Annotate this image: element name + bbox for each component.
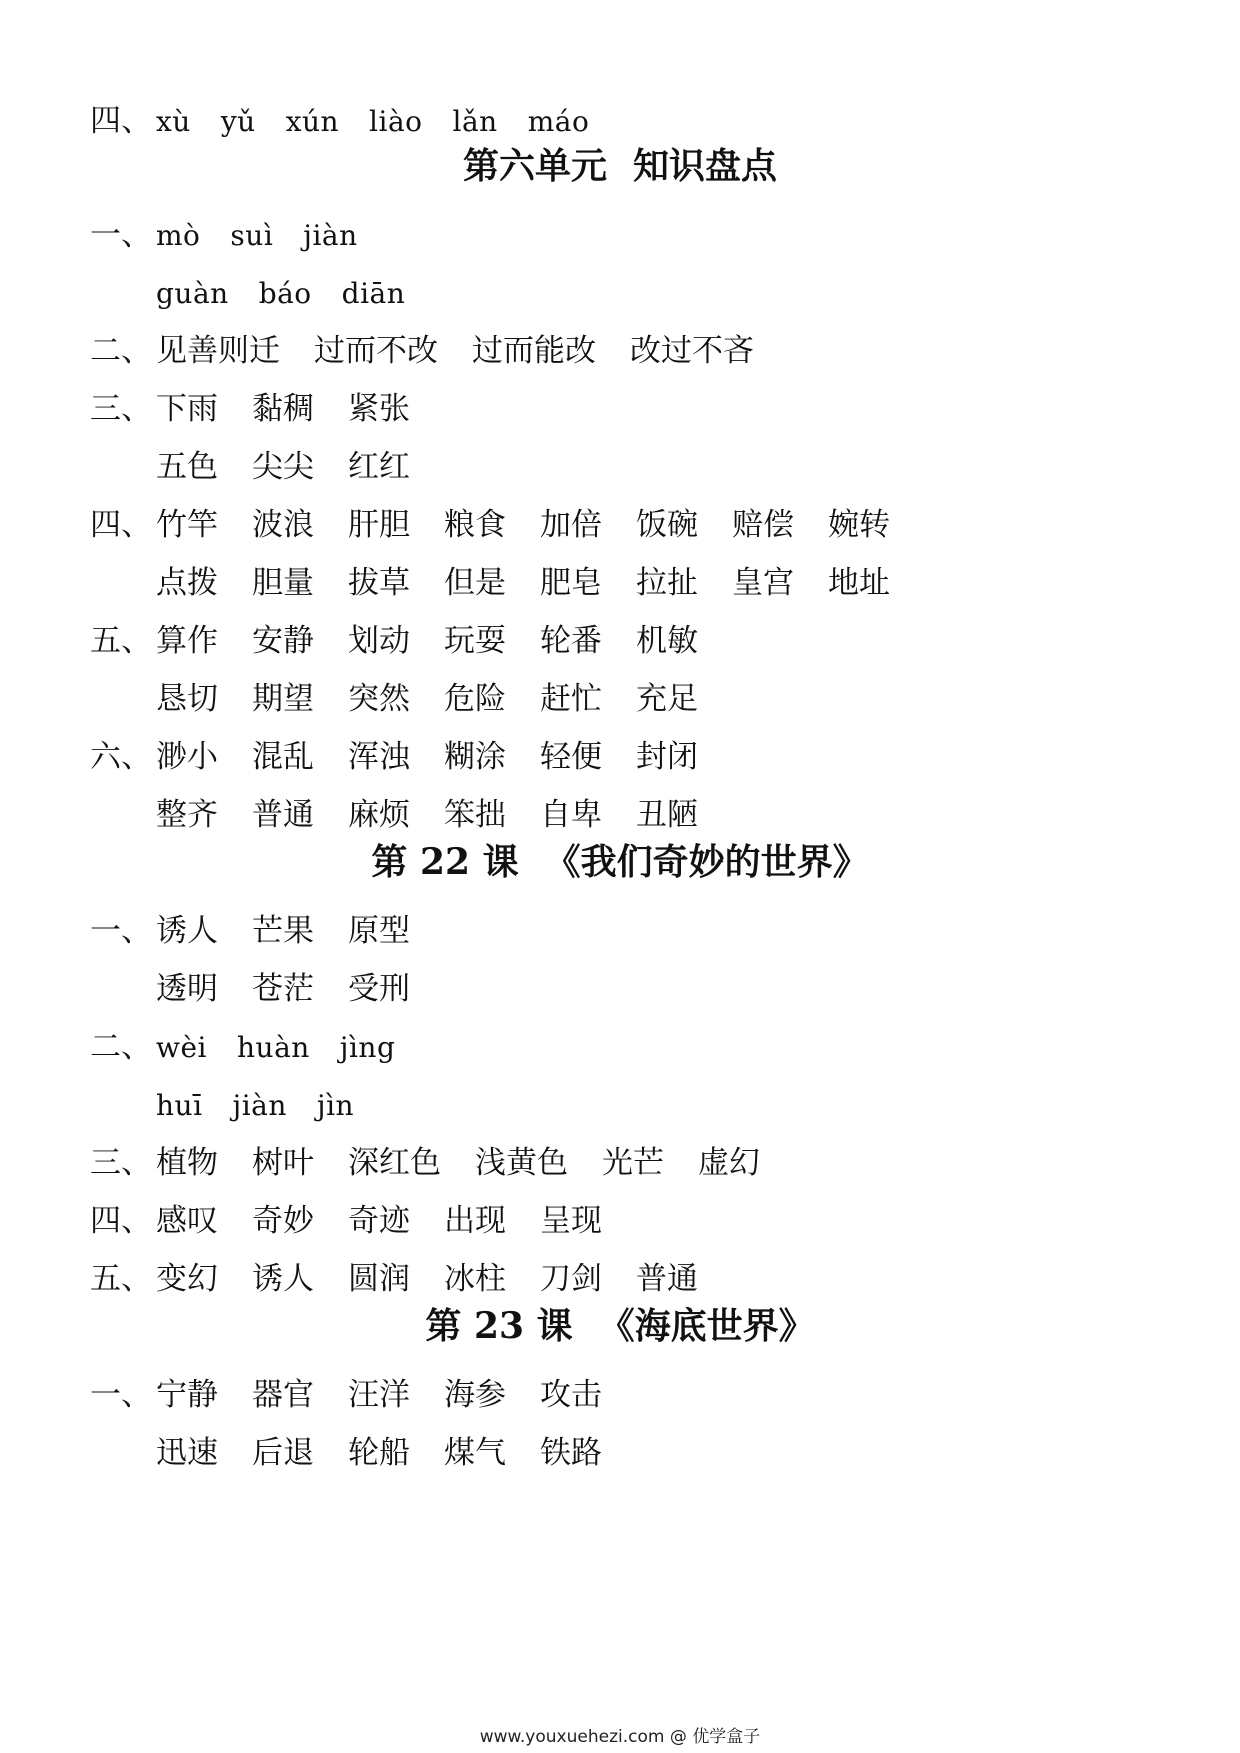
word-answer: 皇宫	[732, 565, 794, 601]
word-answer: 自卑	[540, 797, 602, 833]
word-answer-row	[0, 906, 1240, 956]
word-answer-row	[0, 616, 1240, 666]
word-answer: 波浪	[252, 507, 314, 543]
answer-items	[156, 1428, 636, 1478]
word-answer: 赶忙	[540, 681, 602, 717]
word-answer: 安静	[252, 623, 314, 659]
answer-items	[156, 1022, 425, 1073]
word-answer: 黏稠	[252, 391, 314, 427]
question-number: 三、	[90, 1145, 152, 1181]
word-answer: 芒果	[252, 913, 314, 949]
word-answer: 冰柱	[444, 1261, 506, 1297]
word-answer-row	[0, 1254, 1240, 1304]
word-answer: 地址	[828, 565, 890, 601]
answer-items	[156, 268, 435, 319]
word-answer: 轻便	[540, 739, 602, 775]
word-answer: 加倍	[540, 507, 602, 543]
answer-items	[156, 384, 444, 434]
word-answer: 肥皂	[540, 565, 602, 601]
word-answer: 虚幻	[698, 1145, 760, 1181]
word-answer: 尖尖	[252, 449, 314, 485]
word-answer: 见善则迁	[156, 333, 280, 369]
word-answer-row	[0, 558, 1240, 608]
word-answer: 汪洋	[348, 1377, 410, 1413]
pinyin-answer: liào	[369, 105, 423, 138]
word-answer: 拉扯	[636, 565, 698, 601]
pinyin-answer: mò	[156, 219, 201, 252]
word-answer-row	[0, 732, 1240, 782]
word-answer: 变幻	[156, 1261, 218, 1297]
answer-items	[156, 500, 924, 550]
section-heading	[0, 834, 1240, 890]
word-answer: 但是	[444, 565, 506, 601]
word-answer: 机敏	[636, 623, 698, 659]
question-number: 四、	[90, 103, 152, 139]
word-answer: 封闭	[636, 739, 698, 775]
word-answer: 深红色	[348, 1145, 441, 1181]
word-answer: 铁路	[540, 1435, 602, 1471]
question-number: 二、	[90, 333, 152, 369]
pinyin-answer: wèi	[156, 1031, 207, 1064]
question-number: 一、	[90, 913, 152, 949]
question-number: 六、	[90, 739, 152, 775]
word-answer: 整齐	[156, 797, 218, 833]
question-number: 四、	[90, 1203, 152, 1239]
question-number: 一、	[90, 1377, 152, 1413]
word-answer: 海参	[444, 1377, 506, 1413]
word-answer: 五色	[156, 449, 218, 485]
word-answer: 竹竿	[156, 507, 218, 543]
word-answer: 肝胆	[348, 507, 410, 543]
word-answer: 煤气	[444, 1435, 506, 1471]
pinyin-answer: báo	[258, 277, 312, 310]
word-answer-row	[0, 500, 1240, 550]
word-answer: 刀剑	[540, 1261, 602, 1297]
answer-items	[156, 442, 444, 492]
word-answer: 拔草	[348, 565, 410, 601]
word-answer: 算作	[156, 623, 218, 659]
answer-items	[156, 906, 444, 956]
word-answer-row	[0, 326, 1240, 376]
word-answer: 笨拙	[444, 797, 506, 833]
question-number: 四、	[90, 507, 152, 543]
heading-part: 《海底世界》	[598, 1305, 815, 1347]
heading-part: 第 22 课	[371, 841, 519, 883]
word-answer: 奇迹	[348, 1203, 410, 1239]
word-answer: 轮番	[540, 623, 602, 659]
word-answer: 树叶	[252, 1145, 314, 1181]
answer-items	[156, 790, 732, 840]
word-answer: 粮食	[444, 507, 506, 543]
word-answer: 迅速	[156, 1435, 218, 1471]
question-number: 五、	[90, 1261, 152, 1297]
word-answer: 赔偿	[732, 507, 794, 543]
word-answer: 胆量	[252, 565, 314, 601]
word-answer: 糊涂	[444, 739, 506, 775]
answer-items	[156, 1080, 384, 1131]
word-answer-row	[0, 1196, 1240, 1246]
word-answer: 感叹	[156, 1203, 218, 1239]
word-answer: 普通	[636, 1261, 698, 1297]
word-answer: 光芒	[602, 1145, 664, 1181]
pinyin-answer: xún	[285, 105, 340, 138]
word-answer: 奇妙	[252, 1203, 314, 1239]
pinyin-answer: diān	[341, 277, 406, 310]
pinyin-answer: jiàn	[232, 1089, 287, 1122]
pinyin-answer-row	[0, 1022, 1240, 1072]
word-answer: 浅黄色	[475, 1145, 568, 1181]
word-answer-row	[0, 790, 1240, 840]
page-footer: www.youxuehezi.com @ 优学盒子	[479, 1727, 761, 1747]
answer-items	[156, 210, 388, 261]
pinyin-answer: huàn	[237, 1031, 310, 1064]
word-answer: 浑浊	[348, 739, 410, 775]
pinyin-answer: jìng	[339, 1031, 396, 1064]
question-number: 三、	[90, 391, 152, 427]
pinyin-answer: guàn	[156, 277, 229, 310]
word-answer: 改过不吝	[630, 333, 754, 369]
word-answer: 原型	[348, 913, 410, 949]
word-answer: 轮船	[348, 1435, 410, 1471]
pinyin-answer-row	[0, 210, 1240, 260]
word-answer-row	[0, 1138, 1240, 1188]
word-answer: 后退	[252, 1435, 314, 1471]
pinyin-answer-row	[0, 268, 1240, 318]
pinyin-answer: lǎn	[452, 105, 498, 138]
word-answer: 充足	[636, 681, 698, 717]
answer-items	[156, 1138, 794, 1188]
word-answer: 透明	[156, 971, 218, 1007]
pinyin-answer: yǔ	[220, 105, 256, 138]
word-answer-row	[0, 442, 1240, 492]
word-answer: 诱人	[156, 913, 218, 949]
word-answer-row	[0, 1370, 1240, 1420]
word-answer-row	[0, 964, 1240, 1014]
answer-items	[156, 674, 732, 724]
pinyin-answer: xù	[156, 105, 191, 138]
word-answer: 点拨	[156, 565, 218, 601]
answer-items	[156, 732, 732, 782]
section-heading	[0, 1298, 1240, 1354]
word-answer: 麻烦	[348, 797, 410, 833]
answer-items	[156, 1196, 636, 1246]
section-heading	[0, 138, 1240, 194]
word-answer: 恳切	[156, 681, 218, 717]
word-answer: 过而不改	[314, 333, 438, 369]
word-answer: 划动	[348, 623, 410, 659]
word-answer: 下雨	[156, 391, 218, 427]
word-answer-row	[0, 384, 1240, 434]
word-answer: 婉转	[828, 507, 890, 543]
word-answer: 渺小	[156, 739, 218, 775]
answer-items	[156, 326, 788, 376]
word-answer: 出现	[444, 1203, 506, 1239]
word-answer: 苍茫	[252, 971, 314, 1007]
heading-part: 知识盘点	[633, 145, 778, 187]
word-answer: 诱人	[252, 1261, 314, 1297]
answer-items	[156, 1370, 636, 1420]
word-answer: 过而能改	[472, 333, 596, 369]
word-answer: 期望	[252, 681, 314, 717]
pinyin-answer-row	[0, 1080, 1240, 1130]
question-number: 一、	[90, 217, 152, 253]
word-answer-row	[0, 1428, 1240, 1478]
answer-items	[156, 1254, 732, 1304]
heading-part: 第六单元	[462, 145, 607, 187]
word-answer: 普通	[252, 797, 314, 833]
pinyin-answer: suì	[230, 219, 274, 252]
word-answer: 突然	[348, 681, 410, 717]
word-answer: 呈现	[540, 1203, 602, 1239]
word-answer: 攻击	[540, 1377, 602, 1413]
word-answer: 器官	[252, 1377, 314, 1413]
pinyin-answer: huī	[156, 1089, 203, 1122]
answer-items	[156, 616, 732, 666]
word-answer: 紧张	[348, 391, 410, 427]
word-answer: 危险	[444, 681, 506, 717]
heading-part: 《我们奇妙的世界》	[544, 841, 869, 883]
pinyin-answer: jìn	[316, 1089, 355, 1122]
word-answer: 受刑	[348, 971, 410, 1007]
pinyin-answer: máo	[527, 105, 590, 138]
word-answer-row	[0, 674, 1240, 724]
answer-items	[156, 964, 444, 1014]
word-answer: 玩耍	[444, 623, 506, 659]
word-answer: 丑陋	[636, 797, 698, 833]
pinyin-answer: jiàn	[303, 219, 358, 252]
word-answer: 植物	[156, 1145, 218, 1181]
word-answer: 饭碗	[636, 507, 698, 543]
word-answer: 圆润	[348, 1261, 410, 1297]
heading-part: 第 23 课	[425, 1305, 573, 1347]
question-number: 五、	[90, 623, 152, 659]
question-number: 二、	[90, 1029, 152, 1065]
word-answer: 宁静	[156, 1377, 218, 1413]
word-answer: 红红	[348, 449, 410, 485]
word-answer: 混乱	[252, 739, 314, 775]
answer-items	[156, 558, 924, 608]
